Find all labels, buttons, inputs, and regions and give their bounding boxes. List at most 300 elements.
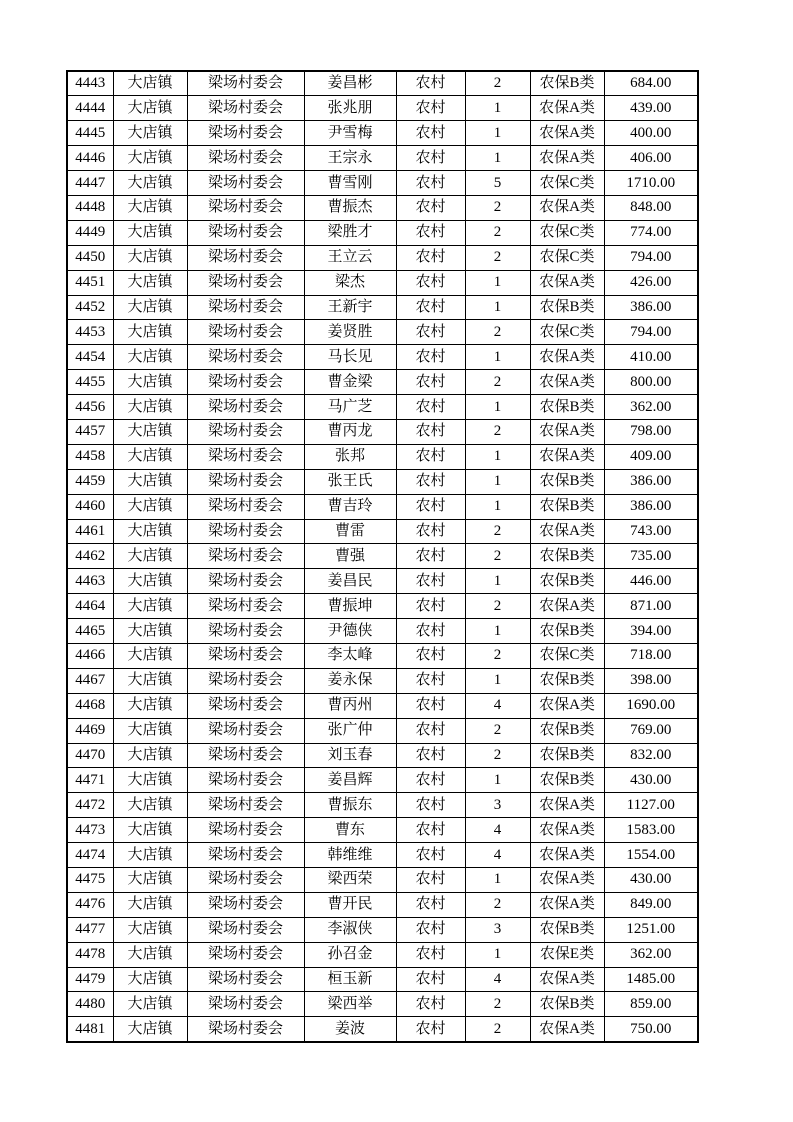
table-cell: 1: [465, 295, 530, 320]
table-cell: 梁场村委会: [187, 718, 304, 743]
table-cell: 曹雪刚: [304, 171, 396, 196]
table-cell: 4: [465, 818, 530, 843]
table-cell: 398.00: [604, 668, 698, 693]
table-cell: 尹雪梅: [304, 121, 396, 146]
table-cell: 386.00: [604, 469, 698, 494]
table-cell: 农村: [396, 544, 465, 569]
table-cell: 1: [465, 395, 530, 420]
table-cell: 1583.00: [604, 818, 698, 843]
table-cell: 4463: [67, 569, 113, 594]
table-cell: 梁场村委会: [187, 395, 304, 420]
table-cell: 梁场村委会: [187, 494, 304, 519]
table-cell: 大店镇: [113, 793, 187, 818]
table-row: [67, 395, 698, 420]
table-cell: 410.00: [604, 345, 698, 370]
table-cell: 4445: [67, 121, 113, 146]
table-row: [67, 967, 698, 992]
table-cell: 梁场村委会: [187, 643, 304, 668]
table-cell: 梁场村委会: [187, 594, 304, 619]
table-cell: 曹吉玲: [304, 494, 396, 519]
table-row: [67, 843, 698, 868]
table-cell: 农村: [396, 370, 465, 395]
table-cell: 大店镇: [113, 693, 187, 718]
table-cell: 大店镇: [113, 1017, 187, 1042]
table-cell: 农村: [396, 743, 465, 768]
table-cell: 446.00: [604, 569, 698, 594]
table-cell: 大店镇: [113, 370, 187, 395]
table-cell: 1: [465, 270, 530, 295]
table-row: [67, 469, 698, 494]
table-row: [67, 195, 698, 220]
table-cell: 4480: [67, 992, 113, 1017]
table-cell: 农保A类: [530, 370, 604, 395]
table-cell: 农村: [396, 395, 465, 420]
table-cell: 农村: [396, 494, 465, 519]
table-cell: 426.00: [604, 270, 698, 295]
table-cell: 4466: [67, 643, 113, 668]
table-cell: 769.00: [604, 718, 698, 743]
table-cell: 大店镇: [113, 245, 187, 270]
table-cell: 1554.00: [604, 843, 698, 868]
table-cell: 农村: [396, 121, 465, 146]
table-cell: 大店镇: [113, 71, 187, 96]
table-cell: 大店镇: [113, 892, 187, 917]
table-cell: 农村: [396, 71, 465, 96]
table-cell: 4481: [67, 1017, 113, 1042]
table-cell: 梁场村委会: [187, 569, 304, 594]
table-cell: 农保A类: [530, 345, 604, 370]
table-cell: 4469: [67, 718, 113, 743]
table-cell: 大店镇: [113, 146, 187, 171]
table-cell: 4476: [67, 892, 113, 917]
table-cell: 农村: [396, 419, 465, 444]
table-cell: 梁场村委会: [187, 96, 304, 121]
table-cell: 姜昌辉: [304, 768, 396, 793]
table-cell: 孙召金: [304, 942, 396, 967]
table-cell: 曹雷: [304, 519, 396, 544]
table-cell: 750.00: [604, 1017, 698, 1042]
table-row: [67, 370, 698, 395]
table-cell: 尹德侠: [304, 619, 396, 644]
table-cell: 4475: [67, 868, 113, 893]
table-cell: 刘玉春: [304, 743, 396, 768]
table-cell: 农保B类: [530, 494, 604, 519]
table-cell: 798.00: [604, 419, 698, 444]
table-cell: 386.00: [604, 494, 698, 519]
table-cell: 409.00: [604, 444, 698, 469]
table-cell: 梁场村委会: [187, 519, 304, 544]
table-cell: 李淑侠: [304, 917, 396, 942]
table-cell: 农保A类: [530, 818, 604, 843]
table-cell: 姜贤胜: [304, 320, 396, 345]
table-row: [67, 345, 698, 370]
table-cell: 4446: [67, 146, 113, 171]
table-cell: 832.00: [604, 743, 698, 768]
table-cell: 2: [465, 220, 530, 245]
table-cell: 农村: [396, 942, 465, 967]
table-row: [67, 419, 698, 444]
table-cell: 4450: [67, 245, 113, 270]
table-cell: 2: [465, 892, 530, 917]
table-cell: 大店镇: [113, 843, 187, 868]
table-cell: 梁场村委会: [187, 220, 304, 245]
table-cell: 曹丙州: [304, 693, 396, 718]
table-cell: 2: [465, 594, 530, 619]
table-cell: 4461: [67, 519, 113, 544]
table-cell: 684.00: [604, 71, 698, 96]
table-cell: 曹振坤: [304, 594, 396, 619]
table-cell: 794.00: [604, 320, 698, 345]
table-cell: 农保A类: [530, 195, 604, 220]
table-cell: 农村: [396, 967, 465, 992]
table-cell: 曹丙龙: [304, 419, 396, 444]
table-cell: 1710.00: [604, 171, 698, 196]
table-cell: 农保A类: [530, 693, 604, 718]
table-cell: 4460: [67, 494, 113, 519]
table-cell: 1: [465, 619, 530, 644]
table-cell: 4457: [67, 419, 113, 444]
table-cell: 1: [465, 942, 530, 967]
table-cell: 1: [465, 668, 530, 693]
table-cell: 曹振东: [304, 793, 396, 818]
table-cell: 梁场村委会: [187, 818, 304, 843]
table-cell: 张王氏: [304, 469, 396, 494]
table-row: [67, 917, 698, 942]
table-cell: 农村: [396, 270, 465, 295]
table-cell: 2: [465, 320, 530, 345]
table-cell: 农保C类: [530, 643, 604, 668]
table-row: [67, 569, 698, 594]
table-cell: 曹振杰: [304, 195, 396, 220]
table-cell: 2: [465, 1017, 530, 1042]
table-cell: 大店镇: [113, 743, 187, 768]
table-row: [67, 270, 698, 295]
table-cell: 马广芝: [304, 395, 396, 420]
table-cell: 大店镇: [113, 121, 187, 146]
table-cell: 4474: [67, 843, 113, 868]
table-cell: 张广仲: [304, 718, 396, 743]
table-cell: 430.00: [604, 868, 698, 893]
table-row: [67, 146, 698, 171]
table-cell: 梁场村委会: [187, 469, 304, 494]
table-cell: 大店镇: [113, 96, 187, 121]
table-cell: 1: [465, 345, 530, 370]
table-cell: 梁场村委会: [187, 270, 304, 295]
table-cell: 4453: [67, 320, 113, 345]
table-cell: 2: [465, 992, 530, 1017]
table-cell: 2: [465, 544, 530, 569]
table-row: [67, 220, 698, 245]
table-cell: 梁场村委会: [187, 171, 304, 196]
table-cell: 2: [465, 370, 530, 395]
table-cell: 梁胜才: [304, 220, 396, 245]
table-row: [67, 96, 698, 121]
table-cell: 桓玉新: [304, 967, 396, 992]
table-cell: 4: [465, 693, 530, 718]
table-cell: 农保A类: [530, 270, 604, 295]
table-cell: 农保A类: [530, 1017, 604, 1042]
table-cell: 1: [465, 569, 530, 594]
table-cell: 农保B类: [530, 743, 604, 768]
table-cell: 梁场村委会: [187, 668, 304, 693]
table-cell: 农保A类: [530, 419, 604, 444]
table-cell: 农村: [396, 320, 465, 345]
table-cell: 农村: [396, 245, 465, 270]
table-row: [67, 245, 698, 270]
table-cell: 439.00: [604, 96, 698, 121]
table-cell: 4478: [67, 942, 113, 967]
table-cell: 大店镇: [113, 220, 187, 245]
table-cell: 大店镇: [113, 519, 187, 544]
table-cell: 大店镇: [113, 345, 187, 370]
table-cell: 梁场村委会: [187, 967, 304, 992]
table-cell: 农保B类: [530, 917, 604, 942]
table-cell: 1: [465, 121, 530, 146]
table-cell: 农保B类: [530, 768, 604, 793]
table-cell: 梁场村委会: [187, 1017, 304, 1042]
table-cell: 3: [465, 917, 530, 942]
table-cell: 农村: [396, 718, 465, 743]
table-cell: 梁场村委会: [187, 295, 304, 320]
table-cell: 2: [465, 195, 530, 220]
table-cell: 农保A类: [530, 519, 604, 544]
table-cell: 农保B类: [530, 395, 604, 420]
table-cell: 406.00: [604, 146, 698, 171]
table-cell: 农保B类: [530, 718, 604, 743]
table-row: [67, 818, 698, 843]
table-cell: 农村: [396, 868, 465, 893]
table-cell: 梁场村委会: [187, 619, 304, 644]
table-cell: 梁场村委会: [187, 71, 304, 96]
table-cell: 735.00: [604, 544, 698, 569]
table-cell: 农保A类: [530, 146, 604, 171]
table-cell: 曹东: [304, 818, 396, 843]
table-cell: 5: [465, 171, 530, 196]
table-cell: 718.00: [604, 643, 698, 668]
table-row: [67, 1017, 698, 1042]
table-row: [67, 71, 698, 96]
table-cell: 梁场村委会: [187, 992, 304, 1017]
pension-roster-table: [66, 70, 699, 1043]
table-cell: 农保B类: [530, 71, 604, 96]
table-cell: 梁场村委会: [187, 121, 304, 146]
table-cell: 大店镇: [113, 295, 187, 320]
table-cell: 农保A类: [530, 793, 604, 818]
table-cell: 大店镇: [113, 270, 187, 295]
table-cell: 梁杰: [304, 270, 396, 295]
table-row: [67, 444, 698, 469]
table-row: [67, 121, 698, 146]
table-cell: 大店镇: [113, 469, 187, 494]
table-cell: 梁场村委会: [187, 793, 304, 818]
table-cell: 4473: [67, 818, 113, 843]
table-cell: 大店镇: [113, 818, 187, 843]
table-row: [67, 295, 698, 320]
table-cell: 农保A类: [530, 444, 604, 469]
table-cell: 农保C类: [530, 171, 604, 196]
table-cell: 大店镇: [113, 320, 187, 345]
table-cell: 4479: [67, 967, 113, 992]
table-cell: 梁场村委会: [187, 370, 304, 395]
table-cell: 梁场村委会: [187, 917, 304, 942]
table-cell: 大店镇: [113, 494, 187, 519]
table-cell: 4477: [67, 917, 113, 942]
table-cell: 大店镇: [113, 544, 187, 569]
table-cell: 743.00: [604, 519, 698, 544]
table-cell: 梁场村委会: [187, 892, 304, 917]
table-cell: 张邦: [304, 444, 396, 469]
table-cell: 农保B类: [530, 544, 604, 569]
table-cell: 386.00: [604, 295, 698, 320]
table-cell: 农村: [396, 643, 465, 668]
table-cell: 4459: [67, 469, 113, 494]
table-cell: 4455: [67, 370, 113, 395]
table-cell: 2: [465, 419, 530, 444]
table-row: [67, 868, 698, 893]
table-cell: 农村: [396, 768, 465, 793]
table-cell: 王宗永: [304, 146, 396, 171]
table-cell: 大店镇: [113, 992, 187, 1017]
table-cell: 4464: [67, 594, 113, 619]
table-cell: 大店镇: [113, 171, 187, 196]
table-cell: 1: [465, 494, 530, 519]
table-cell: 梁场村委会: [187, 345, 304, 370]
table-cell: 农保A类: [530, 892, 604, 917]
table-cell: 梁场村委会: [187, 843, 304, 868]
table-cell: 1: [465, 469, 530, 494]
table-cell: 大店镇: [113, 419, 187, 444]
table-cell: 4458: [67, 444, 113, 469]
table-cell: 农村: [396, 992, 465, 1017]
table-cell: 4468: [67, 693, 113, 718]
table-row: [67, 718, 698, 743]
table-cell: 姜昌民: [304, 569, 396, 594]
table-row: [67, 992, 698, 1017]
table-cell: 大店镇: [113, 594, 187, 619]
table-cell: 大店镇: [113, 395, 187, 420]
table-cell: 农保B类: [530, 668, 604, 693]
table-cell: 王立云: [304, 245, 396, 270]
table-row: [67, 793, 698, 818]
table-cell: 大店镇: [113, 619, 187, 644]
table-cell: 大店镇: [113, 868, 187, 893]
table-cell: 大店镇: [113, 768, 187, 793]
table-cell: 曹金梁: [304, 370, 396, 395]
table-cell: 4467: [67, 668, 113, 693]
table-cell: 农村: [396, 345, 465, 370]
table-cell: 梁场村委会: [187, 768, 304, 793]
table-cell: 农保C类: [530, 320, 604, 345]
table-cell: 农村: [396, 1017, 465, 1042]
table-row: [67, 619, 698, 644]
table-cell: 4: [465, 843, 530, 868]
table-cell: 曹开民: [304, 892, 396, 917]
table-cell: 394.00: [604, 619, 698, 644]
table-row: [67, 892, 698, 917]
table-cell: 859.00: [604, 992, 698, 1017]
table-cell: 姜永保: [304, 668, 396, 693]
table-cell: 4462: [67, 544, 113, 569]
table-cell: 农村: [396, 171, 465, 196]
table-row: [67, 668, 698, 693]
table-cell: 曹强: [304, 544, 396, 569]
table-cell: 农保B类: [530, 295, 604, 320]
table-cell: 1: [465, 96, 530, 121]
table-cell: 4470: [67, 743, 113, 768]
table-cell: 梁场村委会: [187, 942, 304, 967]
table-row: [67, 594, 698, 619]
table-cell: 农保A类: [530, 868, 604, 893]
table-cell: 3: [465, 793, 530, 818]
table-cell: 农保B类: [530, 569, 604, 594]
table-cell: 农保B类: [530, 619, 604, 644]
table-cell: 梁场村委会: [187, 419, 304, 444]
table-cell: 430.00: [604, 768, 698, 793]
table-cell: 2: [465, 718, 530, 743]
table-row: [67, 171, 698, 196]
table-cell: 梁场村委会: [187, 444, 304, 469]
table-cell: 姜波: [304, 1017, 396, 1042]
table-cell: 1485.00: [604, 967, 698, 992]
table-cell: 梁场村委会: [187, 693, 304, 718]
table-cell: 农保A类: [530, 121, 604, 146]
table-cell: 农保A类: [530, 967, 604, 992]
table-cell: 梁场村委会: [187, 544, 304, 569]
table-cell: 大店镇: [113, 967, 187, 992]
table-cell: 2: [465, 743, 530, 768]
table-cell: 4472: [67, 793, 113, 818]
table-cell: 大店镇: [113, 718, 187, 743]
table-cell: 农保C类: [530, 245, 604, 270]
table-cell: 农村: [396, 843, 465, 868]
table-cell: 韩维维: [304, 843, 396, 868]
table-cell: 4456: [67, 395, 113, 420]
table-cell: 农村: [396, 668, 465, 693]
table-cell: 农保E类: [530, 942, 604, 967]
table-cell: 张兆朋: [304, 96, 396, 121]
table-cell: 农村: [396, 619, 465, 644]
table-cell: 农村: [396, 594, 465, 619]
table-cell: 2: [465, 519, 530, 544]
table-row: [67, 494, 698, 519]
table-cell: 大店镇: [113, 668, 187, 693]
table-cell: 1: [465, 868, 530, 893]
table-row: [67, 743, 698, 768]
table-cell: 农保C类: [530, 220, 604, 245]
table-row: [67, 643, 698, 668]
table-cell: 农村: [396, 693, 465, 718]
table-cell: 4448: [67, 195, 113, 220]
table-cell: 大店镇: [113, 569, 187, 594]
table-cell: 4454: [67, 345, 113, 370]
table-cell: 4447: [67, 171, 113, 196]
table-cell: 871.00: [604, 594, 698, 619]
table-cell: 849.00: [604, 892, 698, 917]
table-cell: 农村: [396, 444, 465, 469]
table-cell: 农村: [396, 892, 465, 917]
table-cell: 梁西举: [304, 992, 396, 1017]
table-cell: 梁西荣: [304, 868, 396, 893]
table-cell: 362.00: [604, 395, 698, 420]
table-cell: 774.00: [604, 220, 698, 245]
table-cell: 农村: [396, 519, 465, 544]
table-row: [67, 768, 698, 793]
table-cell: 农村: [396, 569, 465, 594]
table-cell: 大店镇: [113, 195, 187, 220]
table-cell: 4444: [67, 96, 113, 121]
table-cell: 4452: [67, 295, 113, 320]
table-cell: 大店镇: [113, 942, 187, 967]
